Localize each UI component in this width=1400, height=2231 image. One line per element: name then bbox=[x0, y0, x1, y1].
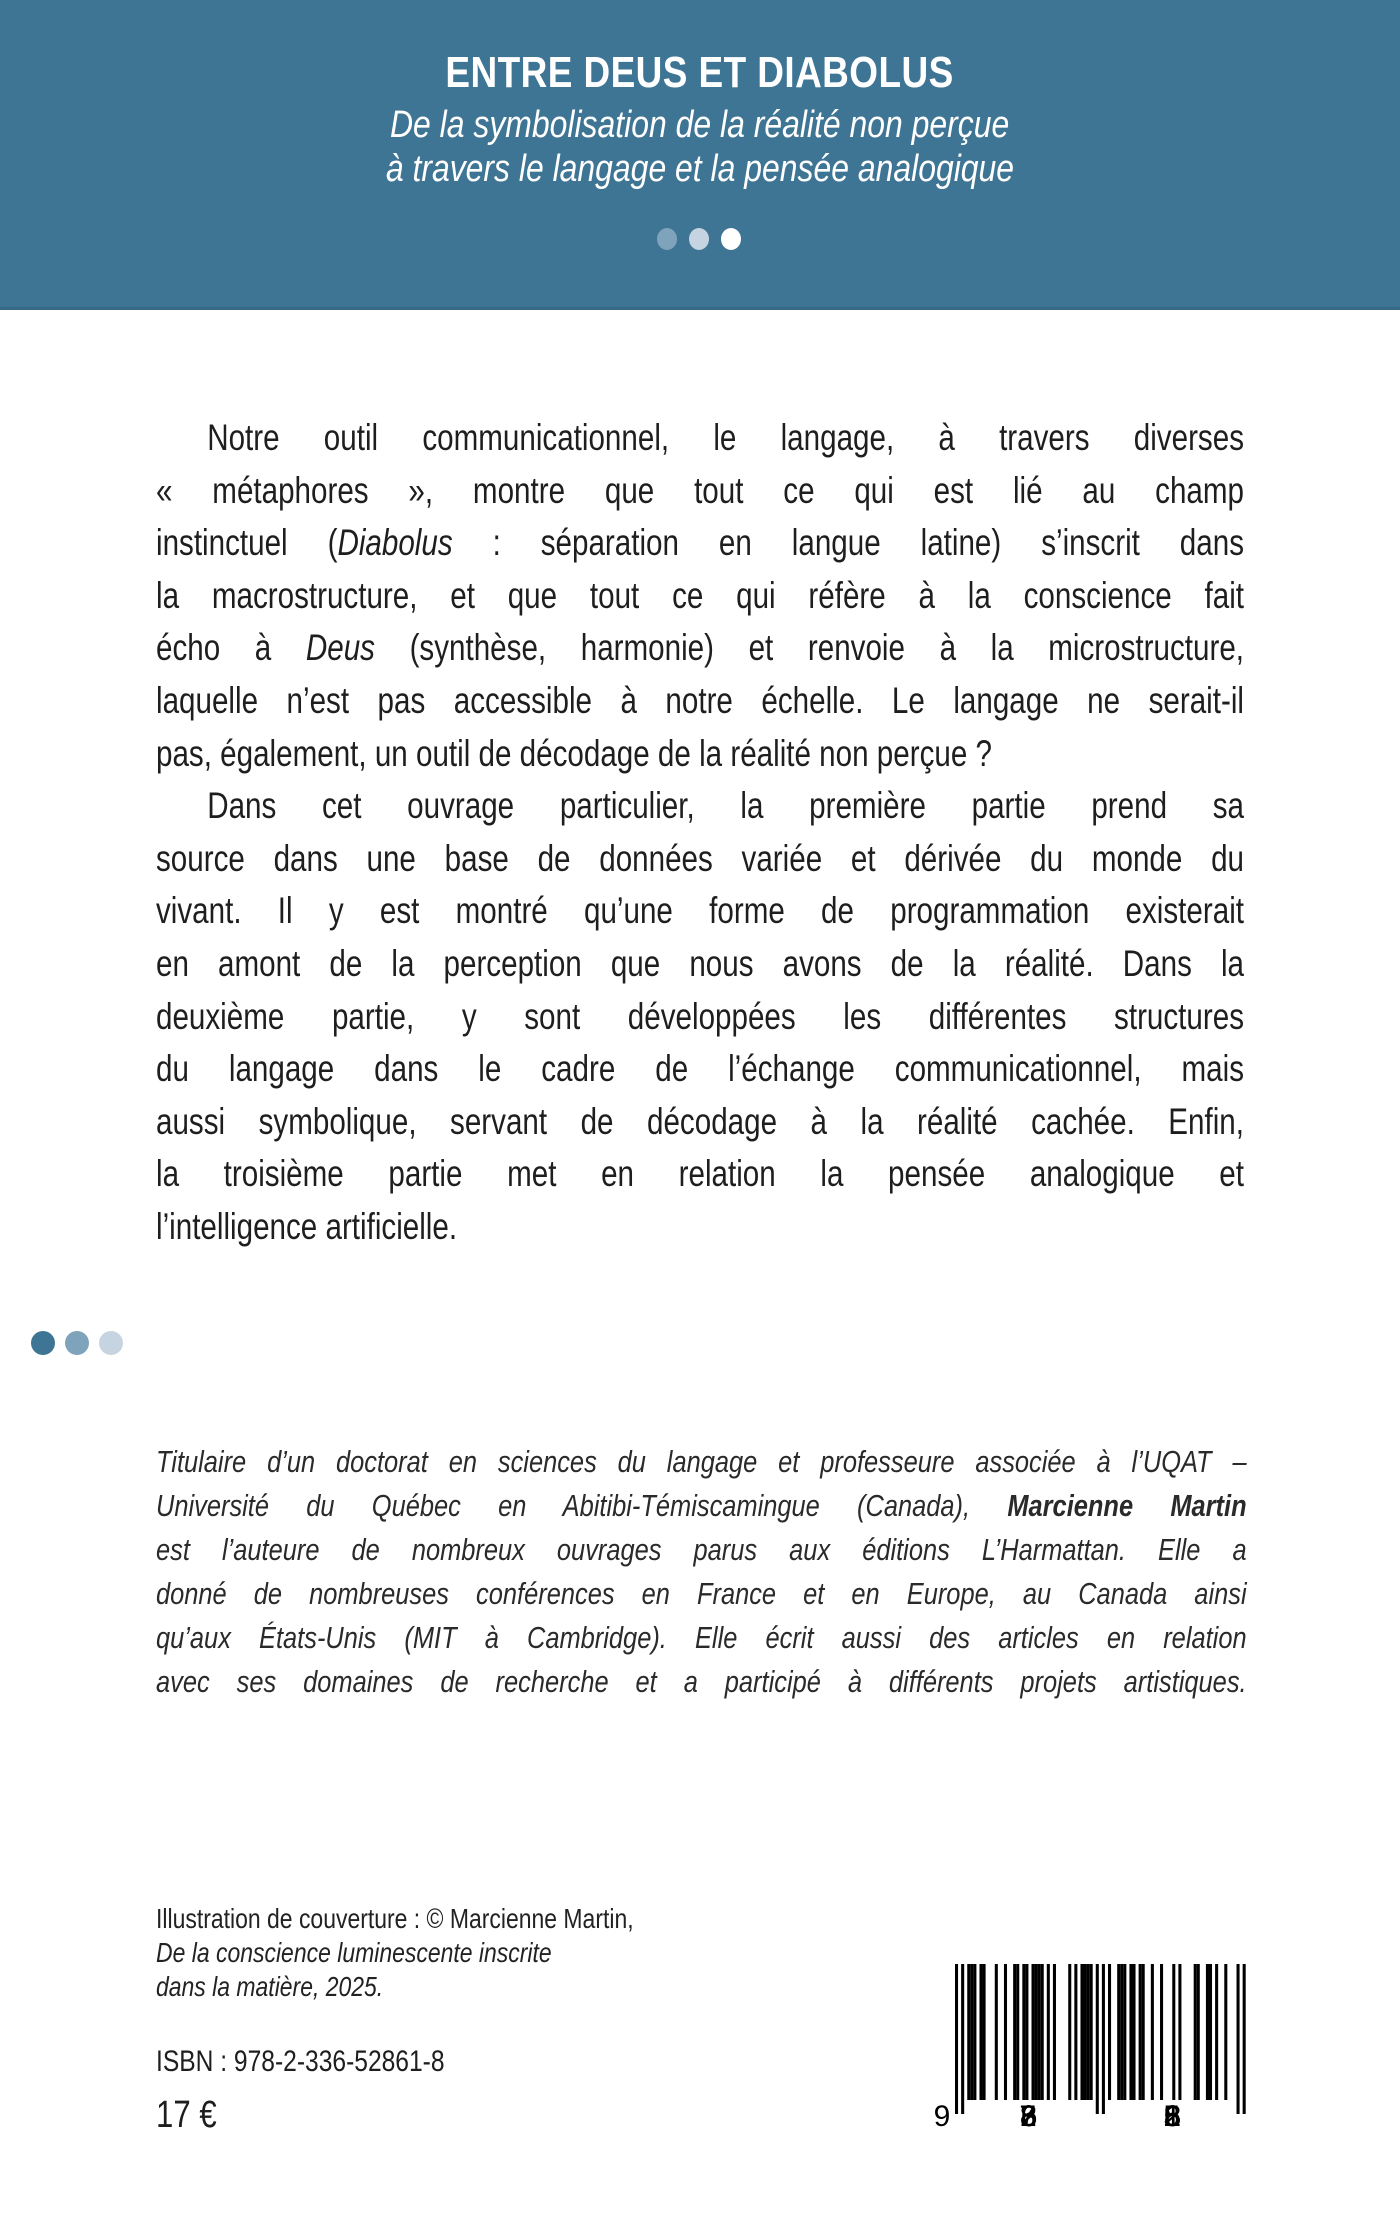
text-line bbox=[156, 570, 1244, 623]
text-line bbox=[156, 412, 1244, 465]
barcode-bar bbox=[1016, 1964, 1019, 2100]
barcode-bar bbox=[1022, 1964, 1025, 2100]
barcode-bar bbox=[1243, 1964, 1246, 2114]
barcode-bar bbox=[1074, 1964, 1077, 2100]
cover-credits bbox=[156, 1902, 634, 2004]
barcode-bar bbox=[1224, 1964, 1227, 2100]
text-segment: la macrostructure, et que tout ce qui réfère à la conscience fait bbox=[156, 574, 1244, 616]
credits-line: Illustration de couverture : © Marcienne Martin, bbox=[156, 1903, 634, 1934]
text-segment: écho à bbox=[156, 627, 306, 669]
barcode-bar bbox=[1025, 1964, 1028, 2100]
text-segment: vivant. Il y est montré qu’une forme de programmation existerait bbox=[156, 890, 1244, 932]
barcode-bar bbox=[983, 1964, 986, 2100]
text-line bbox=[156, 1484, 1247, 1528]
barcode-bar bbox=[1032, 1964, 1035, 2100]
text-segment: : séparation en langue latine) s’inscrit dans bbox=[452, 522, 1244, 564]
text-line bbox=[156, 938, 1244, 991]
barcode-bar bbox=[955, 1964, 958, 2114]
cover-header bbox=[0, 0, 1400, 310]
text-line bbox=[156, 780, 1244, 833]
barcode-bar bbox=[1237, 1964, 1240, 2114]
barcode-bar bbox=[1090, 1964, 1093, 2100]
barcode-bar bbox=[1038, 1964, 1041, 2100]
text-line bbox=[156, 1096, 1244, 1149]
barcode-bar bbox=[1206, 1964, 1209, 2100]
barcode-bar bbox=[979, 1964, 982, 2100]
text-segment: Université du Québec en Abitibi-Témiscamingue (Canada), bbox=[156, 1488, 1008, 1523]
text-segment: source dans une base de données variée et dérivée du monde du bbox=[156, 837, 1244, 879]
text-line bbox=[156, 1660, 1247, 1704]
barcode bbox=[930, 1960, 1260, 2140]
text-segment: aussi symbolique, servant de décodage à la réalité cachée. Enfin, bbox=[156, 1100, 1244, 1142]
barcode-bar bbox=[1209, 1964, 1212, 2100]
barcode-bar bbox=[1160, 1964, 1163, 2100]
text-line bbox=[156, 728, 1244, 781]
barcode-bar bbox=[967, 1964, 970, 2100]
barcode-bar bbox=[1108, 1964, 1111, 2100]
barcode-bar bbox=[1117, 1964, 1120, 2100]
barcode-bar bbox=[1053, 1964, 1056, 2100]
barcode-bar bbox=[1087, 1964, 1090, 2100]
barcode-bar bbox=[1194, 1964, 1197, 2100]
text-segment: Titulaire d’un doctorat en sciences du langage et professeure associée à l’UQAT – bbox=[156, 1444, 1247, 1479]
author-bio bbox=[156, 1440, 1247, 1704]
text-segment: laquelle n’est pas accessible à notre échelle. Le langage ne serait-il bbox=[156, 679, 1244, 721]
book-subtitle-line-1: De la symbolisation de la réalité non perçue bbox=[390, 104, 1010, 146]
barcode-bar bbox=[961, 1964, 964, 2114]
barcode-bar bbox=[1120, 1964, 1123, 2100]
text-segment: avec ses domaines de recherche et a participé à différents projets artistiques. bbox=[156, 1664, 1247, 1699]
barcode-bar bbox=[1215, 1964, 1218, 2100]
text-line bbox=[156, 833, 1244, 886]
text-segment: deuxième partie, y sont développées les différentes structures bbox=[156, 995, 1244, 1037]
section-dot-icon bbox=[99, 1331, 123, 1355]
barcode-bar bbox=[1102, 1964, 1105, 2114]
text-line bbox=[156, 1528, 1247, 1572]
barcode-digits: 9 bbox=[933, 2100, 951, 2133]
barcode-bar bbox=[1047, 1964, 1050, 2100]
text-line bbox=[156, 1148, 1244, 1201]
book-title: ENTRE DEUS ET DIABOLUS bbox=[445, 48, 955, 97]
text-segment: en amont de la perception que nous avons de la réalité. Dans la bbox=[156, 942, 1244, 984]
text-segment: « métaphores », montre que tout ce qui est lié au champ bbox=[156, 469, 1244, 511]
decorative-dot-icon bbox=[657, 228, 677, 250]
barcode-bar bbox=[1068, 1964, 1071, 2100]
book-subtitle-line-2: à travers le langage et la pensée analogique bbox=[385, 148, 1015, 190]
barcode-bar bbox=[1096, 1964, 1099, 2114]
text-line bbox=[156, 622, 1244, 675]
text-line bbox=[156, 991, 1244, 1044]
emphasis-text: Deus bbox=[305, 627, 375, 669]
text-line bbox=[156, 1572, 1247, 1616]
text-line bbox=[156, 1043, 1244, 1096]
barcode-bar bbox=[970, 1964, 973, 2100]
price: 17 € bbox=[156, 2094, 217, 2136]
barcode-bar bbox=[1142, 1964, 1145, 2100]
barcode-bar bbox=[1013, 1964, 1016, 2100]
text-segment: instinctuel ( bbox=[156, 522, 338, 564]
text-segment: Notre outil communicationnel, le langage, à travers diverses bbox=[207, 417, 1245, 458]
text-segment: Dans cet ouvrage particulier, la première partie prend sa bbox=[207, 785, 1245, 827]
barcode-bar bbox=[1132, 1964, 1135, 2100]
barcode-bar bbox=[1123, 1964, 1126, 2100]
summary-text bbox=[156, 412, 1244, 1254]
barcode-bar bbox=[1080, 1964, 1083, 2100]
barcode-bar bbox=[1178, 1964, 1181, 2100]
text-segment: l’intelligence artificielle. bbox=[156, 1205, 458, 1247]
text-segment: est l’auteure de nombreux ouvrages parus aux éditions L’Harmattan. Elle a bbox=[156, 1532, 1247, 1567]
text-segment: du langage dans le cadre de l’échange communicationnel, mais bbox=[156, 1048, 1244, 1090]
barcode-bar bbox=[973, 1964, 976, 2100]
text-line bbox=[156, 1201, 1244, 1254]
text-line bbox=[156, 1616, 1247, 1660]
barcode-bar bbox=[1084, 1964, 1087, 2100]
decorative-dot-icon bbox=[721, 228, 741, 250]
text-line bbox=[156, 675, 1244, 728]
barcode-bar bbox=[1129, 1964, 1132, 2100]
emphasis-text: Diabolus bbox=[337, 522, 453, 564]
text-line bbox=[156, 885, 1244, 938]
text-segment: pas, également, un outil de décodage de la réalité non perçue ? bbox=[156, 732, 992, 774]
barcode-bar bbox=[1172, 1964, 1175, 2100]
section-dot-icon bbox=[31, 1331, 55, 1355]
text-line bbox=[156, 517, 1244, 570]
credits-artwork-title: De la conscience luminescente inscrite bbox=[156, 1937, 552, 1968]
barcode-bar bbox=[1139, 1964, 1142, 2100]
section-dot-icon bbox=[65, 1331, 89, 1355]
text-line bbox=[156, 1440, 1247, 1484]
barcode-bar bbox=[1151, 1964, 1154, 2100]
isbn: ISBN : 978-2-336-52861-8 bbox=[156, 2045, 445, 2078]
text-segment: donné de nombreuses conférences en France et en Europe, au Canada ainsi bbox=[156, 1576, 1247, 1611]
barcode-bar bbox=[995, 1964, 998, 2100]
text-segment: (synthèse, harmonie) et renvoie à la microstructure, bbox=[374, 627, 1245, 669]
author-name: Marcienne Martin bbox=[1007, 1488, 1247, 1523]
credits-artwork-title: dans la matière, 2025. bbox=[156, 1971, 384, 2002]
barcode-bar bbox=[1004, 1964, 1007, 2100]
decorative-dot-icon bbox=[689, 228, 709, 250]
barcode-bar bbox=[1197, 1964, 1200, 2100]
text-segment: qu’aux États-Unis (MIT à Cambridge). Elle écrit aussi des articles en relation bbox=[156, 1620, 1247, 1655]
text-line bbox=[156, 465, 1244, 518]
barcode-digits: 528618 bbox=[1163, 2100, 1182, 2133]
text-segment: la troisième partie met en relation la pensée analogique et bbox=[156, 1153, 1244, 1195]
barcode-bar bbox=[1041, 1964, 1044, 2100]
barcode-bar bbox=[1035, 1964, 1038, 2100]
barcode-digits: 782336 bbox=[1019, 2100, 1038, 2133]
